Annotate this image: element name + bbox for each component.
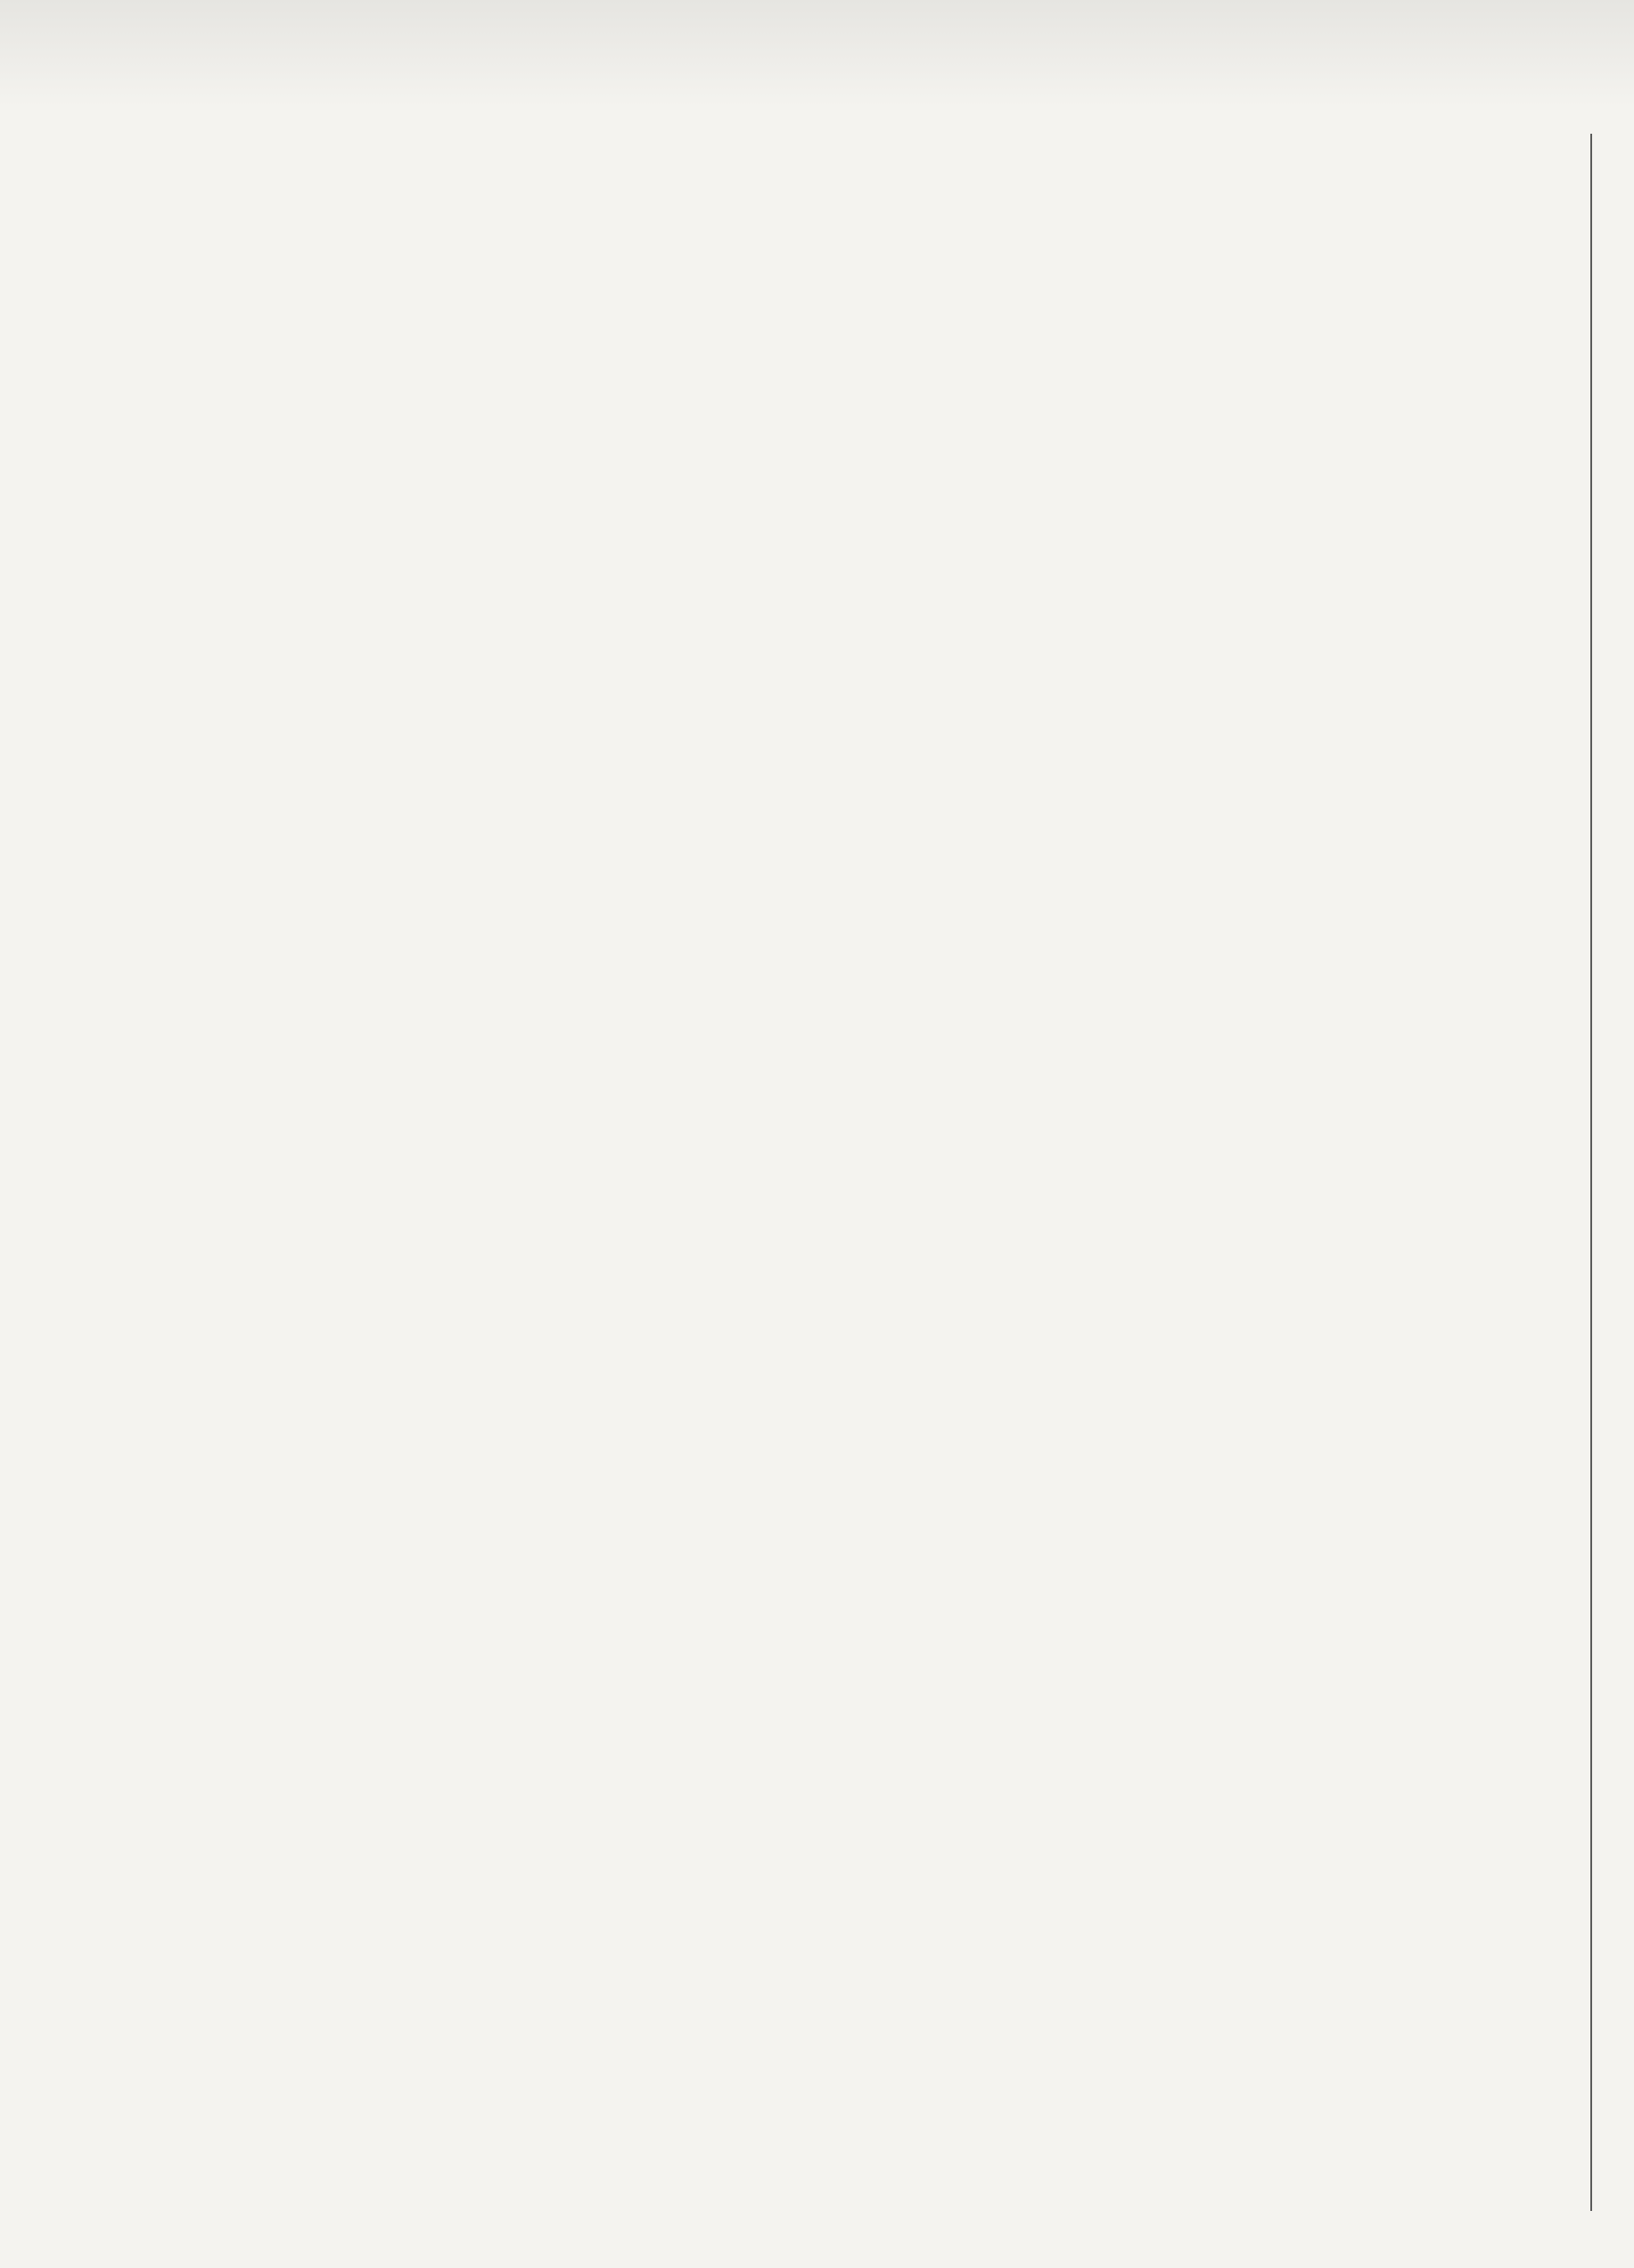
right-margin-rule — [1590, 134, 1592, 2211]
page-top-shadow — [0, 0, 1634, 107]
